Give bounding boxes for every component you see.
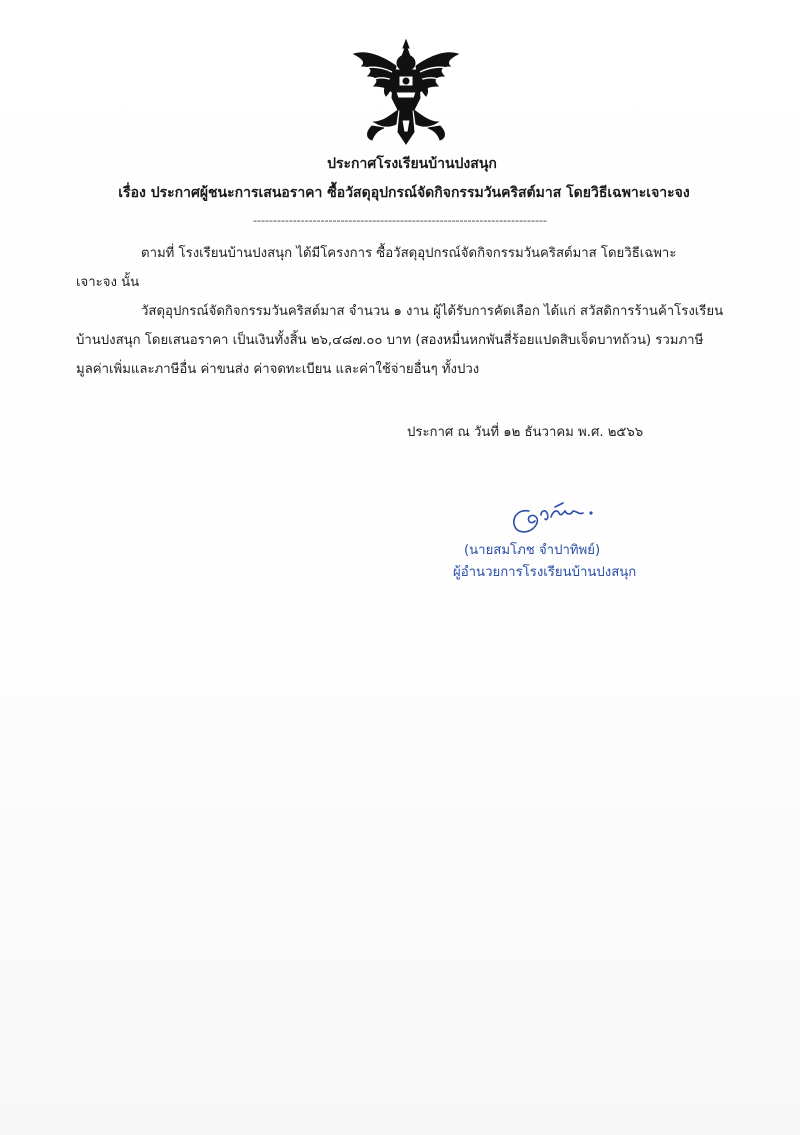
signature-mark <box>507 497 599 539</box>
signer-name: (นายสมโภช จำปาทิพย์) <box>464 543 601 558</box>
paragraph-1-line-1: ตามที่ โรงเรียนบ้านปงสนุก ได้มีโครงการ ซื้อวัสดุอุปกรณ์จัดกิจกรรมวันคริสต์มาส โดยวิธีเฉพาะ <box>141 246 677 261</box>
signer-position: ผู้อำนวยการโรงเรียนบ้านปงสนุก <box>453 565 637 580</box>
paragraph-2-line-1: วัสดุอุปกรณ์จัดกิจกรรมวันคริสต์มาส จำนวน ๑ งาน ผู้ได้รับการคัดเลือก ได้แก่ สวัสดิการร้านค้าโรงเรียน <box>141 304 724 319</box>
announcement-subject: เรื่อง ประกาศผู้ชนะการเสนอราคา ซื้อวัสดุอุปกรณ์จัดกิจกรรมวันคริสต์มาส โดยวิธีเฉพาะเจาะจง <box>118 185 690 201</box>
garuda-emblem <box>352 36 460 148</box>
announcement-heading: ประกาศโรงเรียนบ้านปงสนุก <box>327 156 497 172</box>
paragraph-2-line-2: บ้านปงสนุก โดยเสนอราคา เป็นเงินทั้งสิ้น ๒๖,๔๘๗.๐๐ บาท (สองหมื่นหกพันสี่ร้อยแปดสิบเจ็ดบาทถ้วน) รวมภาษี <box>76 333 704 348</box>
paragraph-2-line-3: มูลค่าเพิ่มและภาษีอื่น ค่าขนส่ง ค่าจดทะเบียน และค่าใช้จ่ายอื่นๆ ทั้งปวง <box>76 362 480 377</box>
announce-date: ประกาศ ณ วันที่ ๑๒ ธันวาคม พ.ศ. ๒๕๖๖ <box>407 425 644 440</box>
divider-line: -------------------------------------------------------------------------- <box>253 214 547 227</box>
paragraph-1-line-2: เจาะจง นั้น <box>76 275 140 290</box>
